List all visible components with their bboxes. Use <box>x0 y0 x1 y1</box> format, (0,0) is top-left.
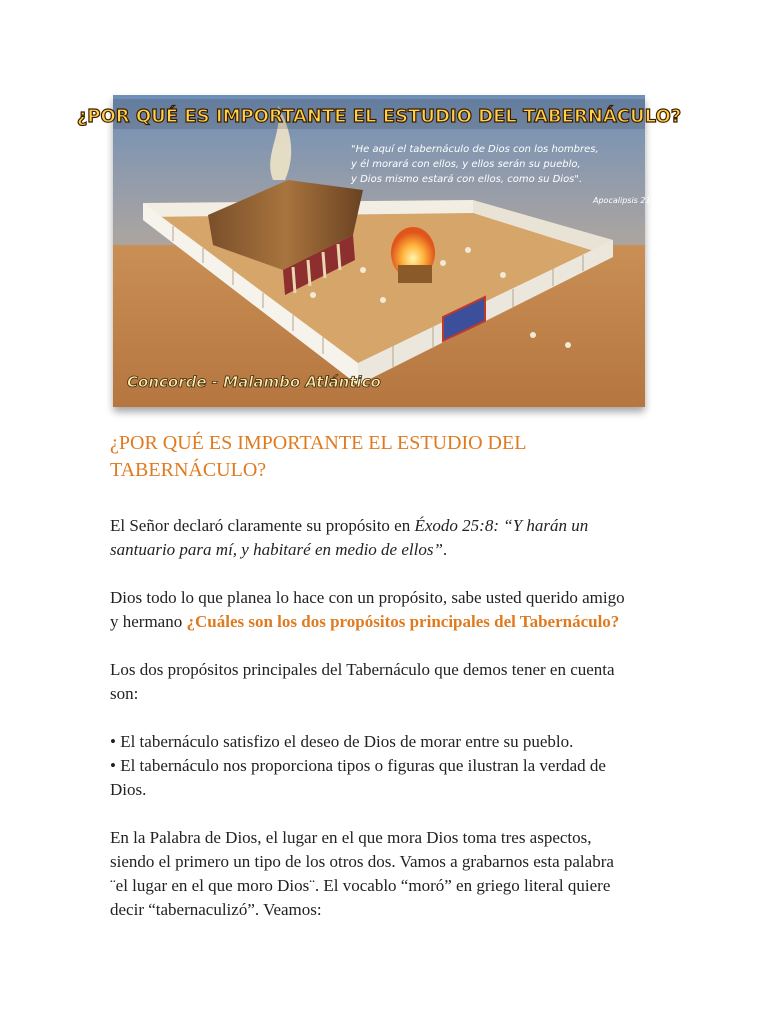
list-item: • El tabernáculo nos proporciona tipos o figuras que ilustran la verdad de Dios. <box>110 756 606 799</box>
paragraph-intro: El Señor declaró claramente su propósito en Éxodo 25:8: “Y harán un santuario para mí, y habitaré en medio de ellos”. <box>110 516 589 559</box>
tabernacle-banner <box>76 95 682 407</box>
scripture-reference: Éxodo 25:8: “Y harán un santuario para mí, y habitaré en medio de ellos” <box>110 516 589 559</box>
question-highlight: ¿Cuáles son los dos propósitos principales del Tabernáculo? <box>186 612 620 631</box>
paragraph-two-purposes: Los dos propósitos principales del Tabernáculo que demos tener en cuenta son: <box>110 660 615 703</box>
paragraph-purpose: Dios todo lo que planea lo hace con un propósito, sabe usted querido amigo y hermano ¿Cuáles son los dos propósitos principales del Tabernáculo? <box>110 588 625 631</box>
purpose-list <box>110 730 630 802</box>
article-heading: ¿POR QUÉ ES IMPORTANTE EL ESTUDIO DEL TABERNÁCULO? <box>110 432 526 481</box>
list-item: • El tabernáculo satisfizo el deseo de Dios de morar entre su pueblo. <box>110 732 574 751</box>
tabernacle-illustration <box>76 95 682 407</box>
banner-credit: Concorde - Malambo Atlántico <box>127 373 381 391</box>
banner-quote-ref: Apocalipsis 21:3 <box>593 196 659 205</box>
paragraph-word-of-god: En la Palabra de Dios, el lugar en el que mora Dios toma tres aspectos, siendo el primero un tipo de los otros dos. Vamos a grabarnos esta palabra ¨el lugar en el que moro Dios¨. El vocablo “moró” en griego literal quiere decir “tabernaculizó”. Veamos: <box>110 828 614 919</box>
banner-quote: "He aquí el tabernáculo de Dios con los hombres, y él morará con ellos, y ellos serán su pueblo, y Dios mismo estará con ellos, como su Dios". <box>351 144 599 185</box>
article-body <box>110 430 630 946</box>
banner-title: ¿POR QUÉ ES IMPORTANTE EL ESTUDIO DEL TABERNÁCULO? <box>76 106 682 127</box>
